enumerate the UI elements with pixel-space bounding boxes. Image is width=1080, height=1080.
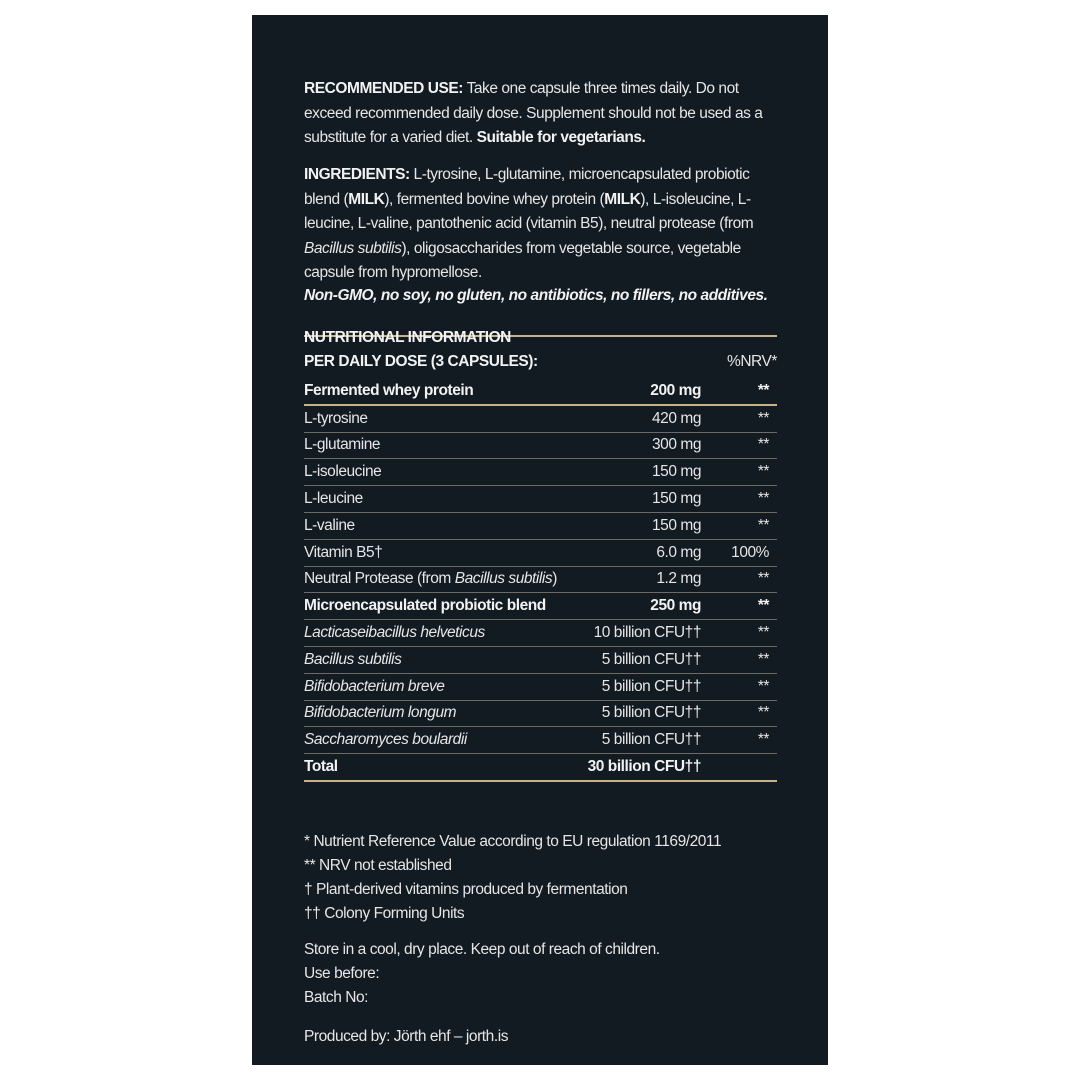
table-row: [304, 673, 777, 700]
table-row: [304, 566, 777, 593]
nutrient-name: Lacticaseibacillus helveticus: [304, 620, 574, 647]
table-row: [304, 378, 777, 405]
nutrient-amount: 10 billion CFU††: [574, 620, 703, 647]
table-row: [304, 593, 777, 620]
nutrient-name-suffix: ): [552, 570, 557, 588]
nutrient-name: Bifidobacterium breve: [304, 673, 574, 700]
footnote-nrv-not-established: ** NRV not established: [304, 857, 452, 874]
ingredients-bacillus: Bacillus subtilis: [304, 239, 402, 257]
nutrient-nrv: **: [703, 486, 777, 513]
recommended-use-paragraph: [304, 77, 777, 151]
nutrient-nrv: 100%: [703, 539, 777, 566]
nutrient-nrv: **: [703, 673, 777, 700]
nutrient-name: [304, 566, 574, 593]
recommended-use-text: Take one capsule three times daily. Do not exceed recommended daily dose. Supplement should not be used as a substitute for a varied diet.: [304, 80, 763, 146]
footnote-cfu: †† Colony Forming Units: [304, 905, 465, 922]
nutrient-name: L-glutamine: [304, 432, 574, 459]
nutrient-nrv: **: [703, 432, 777, 459]
nutrient-amount: 250 mg: [574, 593, 703, 620]
nutrient-amount: 150 mg: [574, 512, 703, 539]
table-row: [304, 727, 777, 754]
nutrient-nrv: **: [703, 512, 777, 539]
ingredients-paragraph: [304, 163, 777, 286]
table-row: [304, 620, 777, 647]
nutrient-nrv: **: [703, 593, 777, 620]
nutrient-name: L-isoleucine: [304, 459, 574, 486]
nutrient-name: Bifidobacterium longum: [304, 700, 574, 727]
nrv-column-header: %NRV*: [726, 353, 777, 370]
nutrition-table: [304, 378, 777, 782]
vegetarian-note: Suitable for vegetarians.: [476, 129, 646, 146]
nutrient-amount: 150 mg: [574, 486, 703, 513]
storage-text: Store in a cool, dry place. Keep out of reach of children.: [304, 941, 660, 958]
nutrient-name: L-tyrosine: [304, 405, 574, 432]
total-row: [304, 754, 777, 781]
nutrient-name: Fermented whey protein: [304, 378, 574, 405]
nutrient-name: Microencapsulated probiotic blend: [304, 593, 574, 620]
nutrient-amount: 150 mg: [574, 459, 703, 486]
footnotes: [304, 830, 777, 926]
total-label: Total: [304, 754, 574, 781]
nutrient-amount: 5 billion CFU††: [574, 727, 703, 754]
recommended-use-heading: RECOMMENDED USE:: [304, 80, 464, 97]
nutrient-nrv: **: [703, 646, 777, 673]
table-row: [304, 405, 777, 432]
footnote-plant-derived: † Plant-derived vitamins produced by fermentation: [304, 881, 628, 898]
allergen-milk-1: MILK: [348, 190, 385, 208]
nutrition-title: [304, 326, 538, 374]
nutrient-nrv: **: [703, 727, 777, 754]
total-nrv: [703, 754, 777, 781]
table-row: [304, 459, 777, 486]
table-row: [304, 486, 777, 513]
nutrient-amount: 1.2 mg: [574, 566, 703, 593]
nutrient-nrv: **: [703, 378, 777, 405]
nutrient-name: L-valine: [304, 512, 574, 539]
producer-info: Produced by: Jörth ehf – jorth.is: [304, 1028, 508, 1045]
nutrient-name: L-leucine: [304, 486, 574, 513]
non-gmo-statement: Non-GMO, no soy, no gluten, no antibiotics, no fillers, no additives.: [304, 287, 768, 304]
footnote-nrv: * Nutrient Reference Value according to EU regulation 1169/2011: [304, 833, 722, 850]
ingredients-heading: INGREDIENTS:: [304, 166, 410, 183]
allergen-milk-2: MILK: [604, 190, 641, 208]
batch-number-label: Batch No:: [304, 989, 369, 1006]
total-amount: 30 billion CFU††: [574, 754, 703, 781]
nutrition-title-line-1: NUTRITIONAL INFORMATION: [304, 329, 511, 346]
storage-info: [304, 938, 777, 1010]
supplement-label-panel: [252, 15, 828, 1065]
nutrient-nrv: **: [703, 405, 777, 432]
nutrient-nrv: **: [703, 566, 777, 593]
nutrient-nrv: **: [703, 620, 777, 647]
nutrient-amount: 200 mg: [574, 378, 703, 405]
nutrient-nrv: **: [703, 700, 777, 727]
ingredients-text-4: ), oligosaccharides from vegetable source, vegetable capsule from hypromellose.: [304, 239, 741, 281]
nutrient-name-prefix: Neutral Protease (from: [304, 570, 455, 588]
table-row: [304, 646, 777, 673]
nutrient-nrv: **: [703, 459, 777, 486]
nutrient-amount: 420 mg: [574, 405, 703, 432]
nutrient-amount: 5 billion CFU††: [574, 673, 703, 700]
nutrient-amount: 6.0 mg: [574, 539, 703, 566]
nutrient-amount: 5 billion CFU††: [574, 700, 703, 727]
nutrient-name: Saccharomyces boulardii: [304, 727, 574, 754]
nutrient-name-species: Bacillus subtilis: [454, 570, 553, 588]
table-row: [304, 700, 777, 727]
ingredients-text-1: L-tyrosine, L-glutamine, microencapsulated probiotic blend (: [304, 166, 750, 208]
nutrient-name: Vitamin B5†: [304, 539, 574, 566]
nutrient-amount: 5 billion CFU††: [574, 646, 703, 673]
nutrient-name: Bacillus subtilis: [304, 646, 574, 673]
table-row: [304, 512, 777, 539]
ingredients-text-3: ), L-isoleucine, L-leucine, L-valine, pantothenic acid (vitamin B5), neutral protease (from: [304, 190, 754, 232]
nutrient-amount: 300 mg: [574, 432, 703, 459]
ingredients-text-2: ), fermented bovine whey protein (: [384, 190, 605, 208]
table-row: [304, 539, 777, 566]
nutrition-title-line-2: PER DAILY DOSE (3 CAPSULES):: [304, 353, 538, 370]
use-before-label: Use before:: [304, 965, 380, 982]
table-row: [304, 432, 777, 459]
